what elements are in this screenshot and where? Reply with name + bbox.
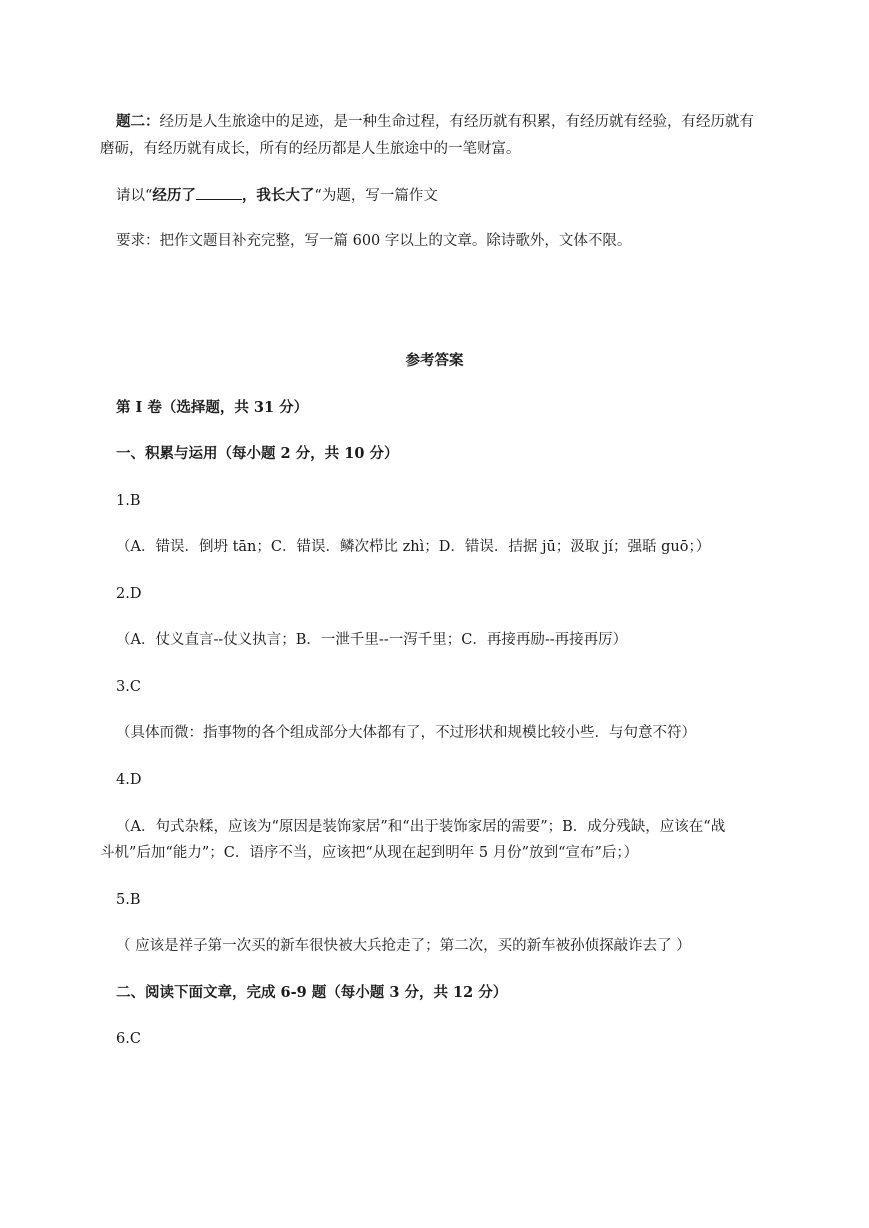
answer-5: 5.B xyxy=(116,892,141,908)
section2-heading: 二、阅读下面文章，完成 6-9 题（每小题 3 分，共 12 分） xyxy=(116,984,508,1001)
answer-3: 3.C xyxy=(116,679,141,695)
essay-title-instruction xyxy=(116,185,438,206)
answer-2: 2.D xyxy=(116,586,142,602)
part1-heading: 第 I 卷（选择题，共 31 分） xyxy=(116,399,309,416)
answer-1: 1.B xyxy=(116,493,141,509)
essay-body-1: 经历是人生旅途中的足迹，是一种生命过程，有经历就有积累，有经历就有经验，有经历就有 xyxy=(159,114,754,130)
answer-1-note: （A．错误．倒坍 tān；C．错误．鳞次栉比 zhì；D．错误．拮据 jū；汲取 jí；强聒 guō；） xyxy=(116,539,711,555)
answer-4-note-line-2: 斗机”后加“能力”；C．语序不当，应该把“从现在起到明年 5 月份”放到“宣布”后；） xyxy=(100,845,639,861)
prompt-suffix: “为题，写一篇作文 xyxy=(314,188,438,204)
section1-heading: 一、积累与运用（每小题 2 分，共 10 分） xyxy=(116,445,399,462)
answers-title: 参考答案 xyxy=(405,352,464,369)
prompt-prefix: 请以“ xyxy=(116,188,153,204)
answer-2-note: （A．仗义直言--仗义执言；B．一泄千里--一泻千里；C．再接再励--再接再厉） xyxy=(116,632,628,648)
prompt-bold-a: 经历了 xyxy=(152,187,196,204)
answer-4: 4.D xyxy=(116,772,142,788)
answer-3-note: （具体而微：指事物的各个组成部分大体都有了，不过形状和规模比较小些．与句意不符） xyxy=(116,725,696,741)
essay-prompt-line-2: 磨砺，有经历就有成长，所有的经历都是人生旅途中的一笔财富。 xyxy=(100,141,521,157)
prompt-bold-b: ，我长大了 xyxy=(241,187,315,204)
essay-label: 题二： xyxy=(116,113,160,130)
answer-4-note-line-1: （A．句式杂糅，应该为“原因是装饰家居”和“出于装饰家居的需要”；B．成分残缺，应该在“战 xyxy=(116,819,726,835)
answer-6: 6.C xyxy=(116,1031,141,1047)
answer-5-note: （ 应该是祥子第一次买的新车很快被大兵抢走了；第二次，买的新车被孙侦探敲诈去了 ） xyxy=(116,938,691,954)
essay-requirement: 要求：把作文题目补充完整，写一篇 600 字以上的文章。除诗歌外，文体不限。 xyxy=(116,233,632,249)
fill-in-blank xyxy=(196,185,242,200)
essay-prompt-line-1 xyxy=(116,112,754,132)
